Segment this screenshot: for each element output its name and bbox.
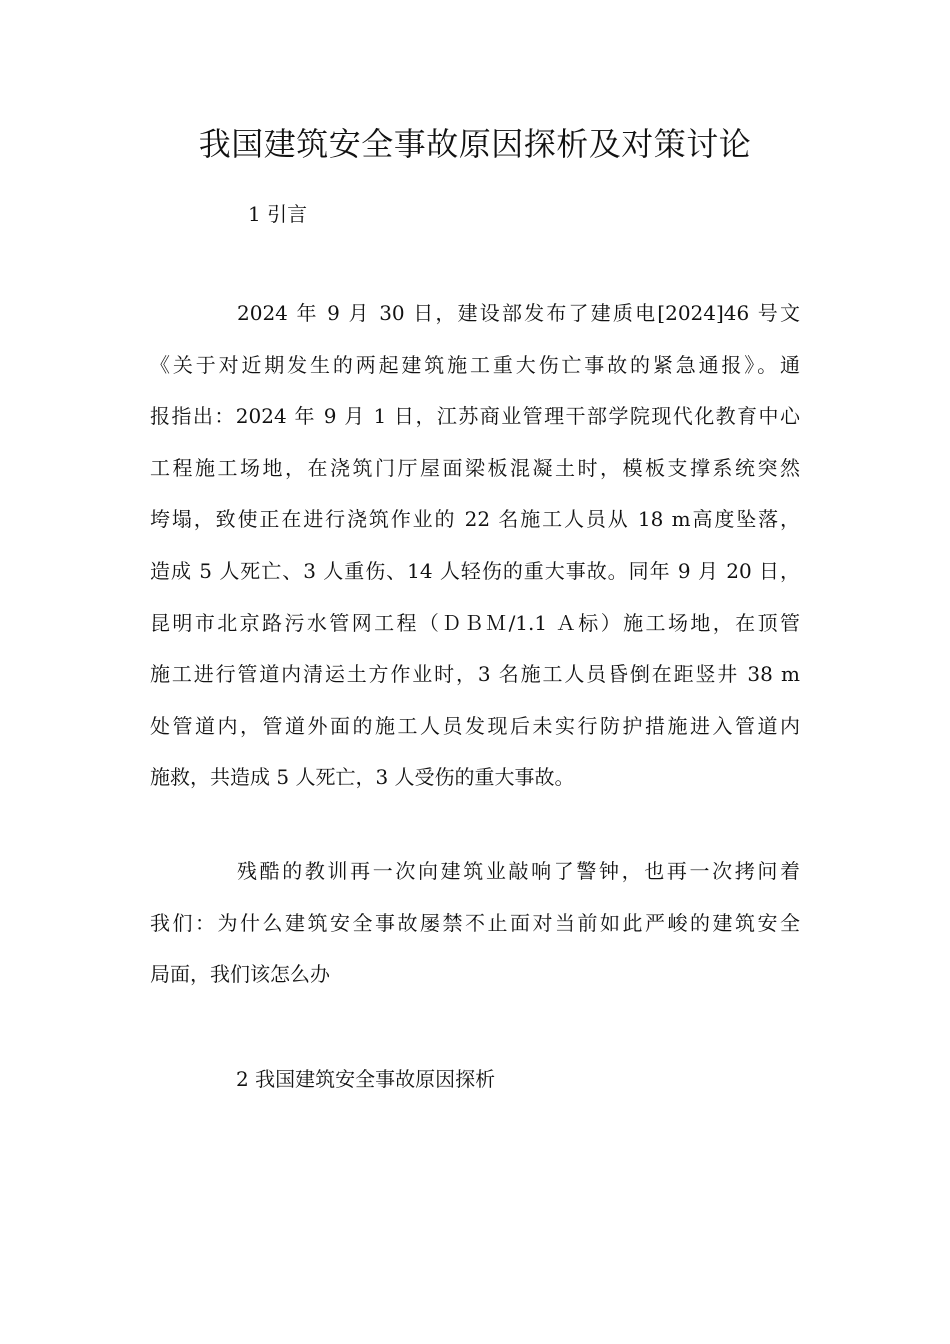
paragraph-line: 工程施工场地，在浇筑门厅屋面梁板混凝土时，模板支撑系统突然 bbox=[150, 455, 800, 480]
paragraph-line: 造成 5 人死亡、3 人重伤、14 人轻伤的重大事故。同年 9 月 20 日， bbox=[150, 558, 800, 583]
paragraph-line: 处管道内，管道外面的施工人员发现后未实行防护措施进入管道内 bbox=[150, 713, 800, 738]
paragraph-line: 施工进行管道内清运土方作业时，3 名施工人员昏倒在距竖井 38 m bbox=[150, 662, 800, 687]
paragraph-line: 残酷的教训再一次向建筑业敲响了警钟，也再一次拷问着 bbox=[237, 859, 800, 883]
paragraph-line: 局面，我们该怎么办 bbox=[150, 962, 330, 987]
paragraph-line: 昆明市北京路污水管网工程（ＤＢＭ/1.1 Ａ标）施工场地，在顶管 bbox=[150, 610, 800, 635]
section-heading-cause-analysis: 2 我国建筑安全事故原因探析 bbox=[236, 1067, 496, 1091]
paragraph-lesson bbox=[150, 846, 800, 1001]
paragraph-accident-report bbox=[150, 288, 800, 804]
paragraph-line: 我们：为什么建筑安全事故屡禁不止面对当前如此严峻的建筑安全 bbox=[150, 910, 800, 935]
section-heading-introduction: 1 引言 bbox=[248, 202, 308, 226]
paragraph-line: 施救，共造成 5 人死亡，3 人受伤的重大事故。 bbox=[150, 765, 575, 790]
paragraph-line: 垮塌，致使正在进行浇筑作业的 22 名施工人员从 18 m高度坠落， bbox=[150, 507, 800, 532]
paragraph-line: 2024 年 9 月 30 日，建设部发布了建质电[2024]46 号文 bbox=[237, 301, 800, 325]
paragraph-line: 报指出：2024 年 9 月 1 日，江苏商业管理干部学院现代化教育中心 bbox=[150, 404, 800, 429]
paragraph-line: 《关于对近期发生的两起建筑施工重大伤亡事故的紧急通报》。通 bbox=[150, 352, 800, 377]
document-title: 我国建筑安全事故原因探析及对策讨论 bbox=[198, 125, 752, 163]
